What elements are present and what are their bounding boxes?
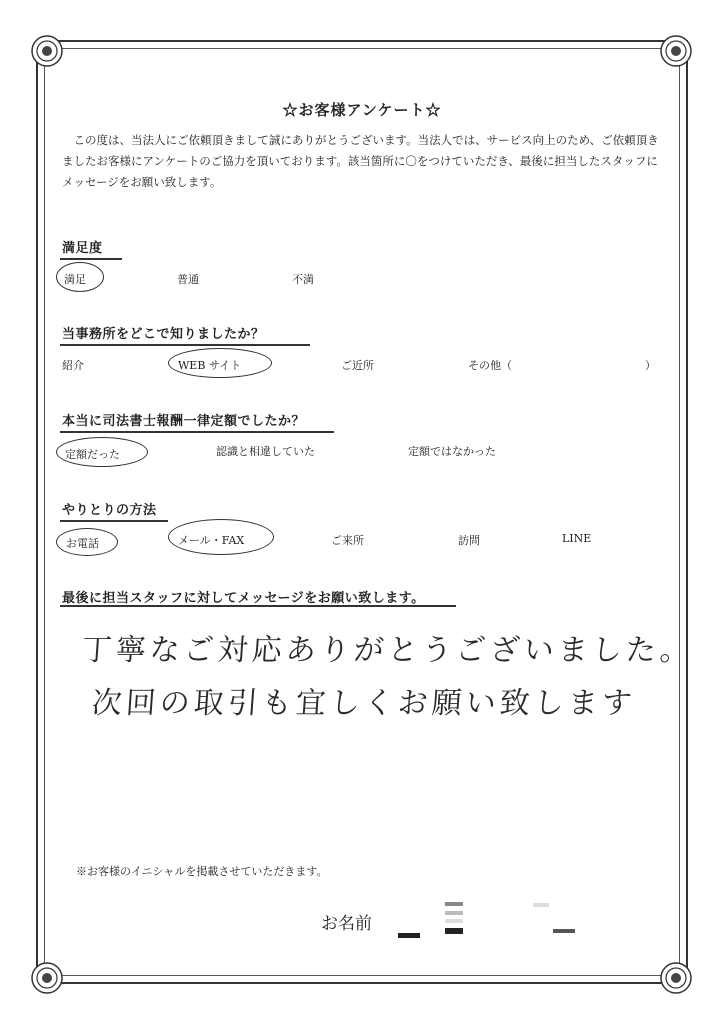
corner-ornament-icon	[30, 961, 64, 995]
redacted-name-mark	[553, 929, 575, 933]
option-differed[interactable]: 認識と相違していた	[216, 445, 315, 458]
redacted-name-mark	[533, 903, 549, 907]
option-neighborhood[interactable]: ご近所	[341, 359, 374, 372]
option-was-fixed[interactable]: 定額だった	[65, 448, 120, 461]
option-home-visit[interactable]: 訪問	[458, 534, 480, 547]
corner-ornament-icon	[659, 34, 693, 68]
section-underline	[60, 605, 456, 607]
option-other-close: ）	[645, 359, 656, 372]
section-underline	[60, 431, 334, 433]
section-title-fixed-fee: 本当に司法書士報酬一律定額でしたか？	[62, 414, 306, 429]
section-underline	[60, 258, 122, 260]
name-label: お名前	[321, 914, 372, 934]
redacted-name-mark	[398, 933, 420, 938]
initials-note: ※お客様のイニシャルを掲載させていただきます。	[76, 865, 328, 878]
option-phone[interactable]: お電話	[66, 537, 99, 550]
option-satisfied[interactable]: 満足	[64, 273, 86, 286]
handwritten-message-line: 丁寧なご対応ありがとうございました。	[80, 633, 695, 668]
option-neutral[interactable]: 普通	[177, 273, 199, 286]
option-other[interactable]: その他（	[468, 359, 512, 372]
option-mail-fax[interactable]: メール・FAX	[178, 534, 245, 547]
option-dissatisfied[interactable]: 不満	[292, 273, 314, 286]
handwritten-message-line: 次回の取引も宜しくお願い致します	[90, 686, 637, 721]
section-title-referral: 当事務所をどこで知りましたか？	[62, 327, 265, 342]
redacted-name-mark	[445, 911, 463, 915]
option-line[interactable]: LINE	[562, 532, 592, 545]
section-title-message: 最後に担当スタッフに対してメッセージをお願い致します。	[62, 591, 425, 606]
corner-ornament-icon	[659, 961, 693, 995]
corner-ornament-icon	[30, 34, 64, 68]
redacted-name-mark	[445, 902, 463, 906]
section-underline	[60, 520, 168, 522]
section-title-satisfaction: 満足度	[62, 241, 103, 256]
section-title-contact-method: やりとりの方法	[62, 503, 157, 518]
survey-intro: この度は、当法人にご依頼頂きまして誠にありがとうございます。当法人では、サービス向上のため、ご依頼頂きましたお客様にアンケートのご協力を頂いております。該当箇所に〇をつけていただき、最後に担当したスタッフにメッセージをお願い致します。	[62, 133, 659, 189]
option-website[interactable]: WEB サイト	[178, 359, 242, 372]
option-visit-office[interactable]: ご来所	[331, 534, 364, 547]
section-underline	[60, 344, 310, 346]
redacted-name-mark	[445, 919, 463, 923]
option-referral[interactable]: 紹介	[62, 359, 84, 372]
option-not-fixed[interactable]: 定額ではなかった	[408, 445, 496, 458]
redacted-name-mark	[445, 928, 463, 934]
survey-title: ☆お客様アンケート☆	[282, 101, 442, 119]
